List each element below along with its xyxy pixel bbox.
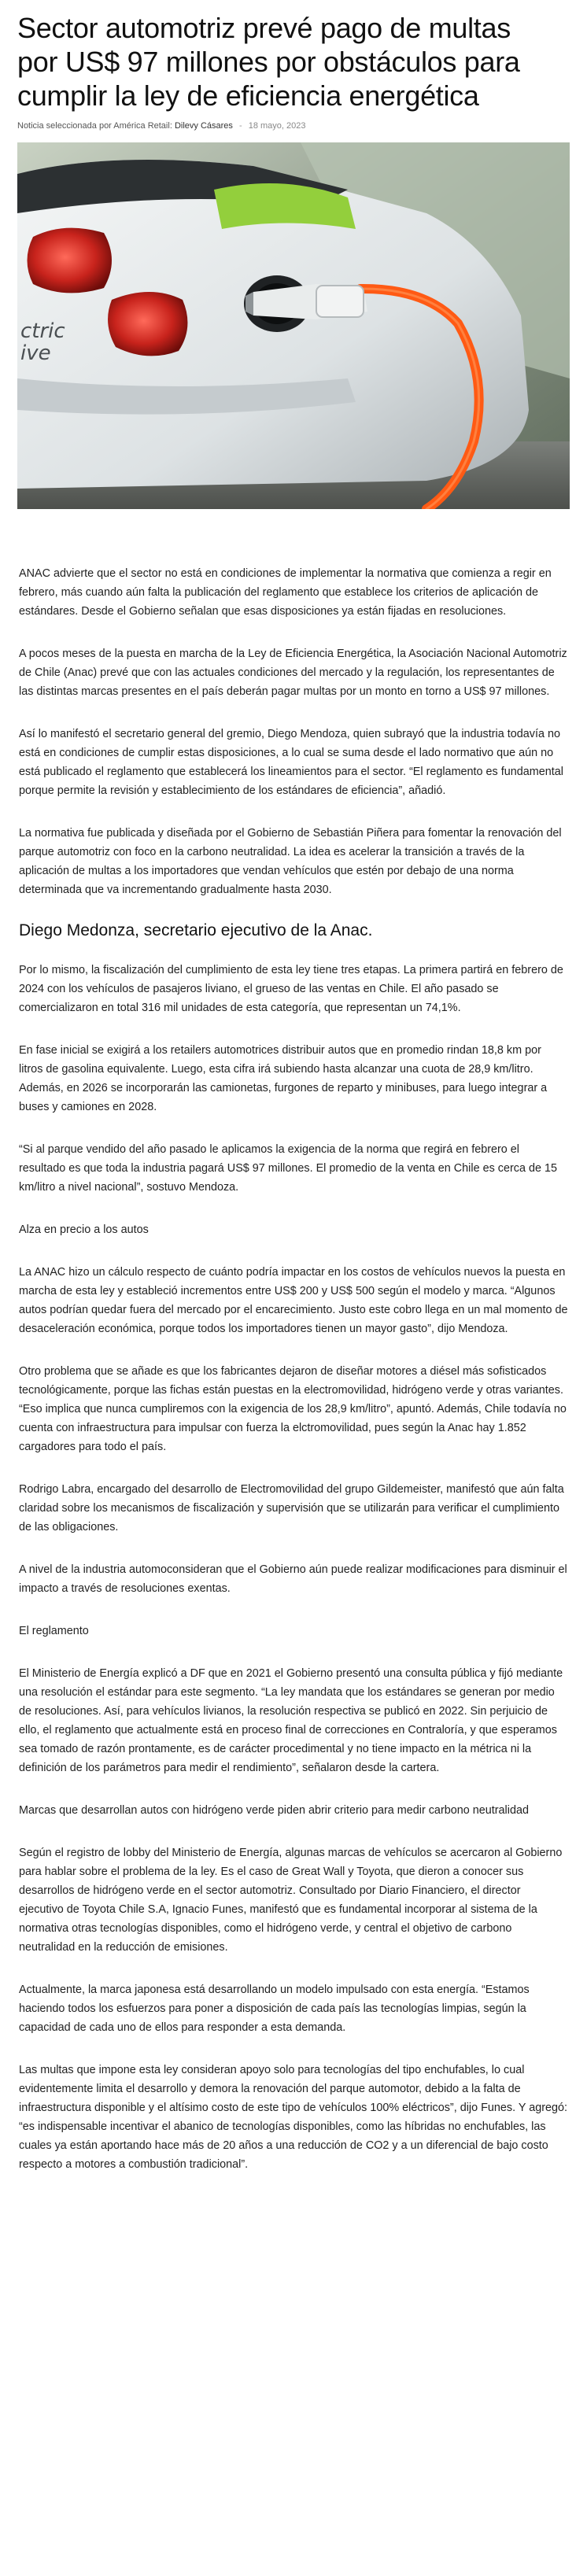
paragraph: Rodrigo Labra, encargado del desarrollo de Electromovilidad del grupo Gildemeister, manifestó que aún falta claridad sobre los mecanismos de fiscalización y supervisión que se utilizarán para verificar el cumplimiento de las obligaciones. xyxy=(19,1483,564,1533)
byline xyxy=(17,120,570,131)
section-label: Marcas que desarrollan autos con hidrógeno verde piden abrir criterio para medir carbono neutralidad xyxy=(19,1804,529,1817)
ev-charging-photo xyxy=(17,142,570,509)
paragraph: El Ministerio de Energía explicó a DF que en 2021 el Gobierno presentó una consulta pública y fijó mediante una resolución el estándar para este segmento. “La ley mandata que los estándares se generan por medio de resoluciones. Así, para vehículos livianos, la resolución respectiva se publicó en 2022. Sin perjuicio de ello, el reglamento que actualmente está en proceso final de correcciones en Contraloría, y que esperamos sea tomado de razón prontamente, es de carácter procedimental y no tiene impacto en la métrica ni la definición de los parámetros para medir el rendimiento”, señalaron desde la cartera. xyxy=(19,1667,563,1774)
paragraph: ANAC advierte que el sector no está en condiciones de implementar la normativa que comienza a regir en febrero, más cuando aún falta la publicación del reglamento que establece los criterios de aplicación de estándares. Desde el Gobierno señalan que esas disposiciones ya están fijadas en resoluciones. xyxy=(19,567,552,618)
paragraph: Las multas que impone esta ley consideran apoyo solo para tecnologías del tipo enchufables, lo cual evidentemente limita el desarrollo y demora la renovación del parque automotor, debido a la falta de infraestructura disponible y el altísimo costo de este tipo de vehículos 100% eléctricos”, dijo Funes. Y agregó: “es indispensable incentivar el abanico de tecnologías disponibles, como las híbridas no enchufables, las cuales ya están aportando hace más de 20 años a una reducción de CO2 y a un diferencial de bajo costo respecto a motores a combustión tradicional”. xyxy=(19,2064,567,2171)
byline-prefix: Noticia seleccionada por América Retail: xyxy=(17,121,172,131)
paragraph: En fase inicial se exigirá a los retailers automotrices distribuir autos que en promedio rindan 18,8 km por litros de gasolina equivalente. Luego, esta cifra irá subiendo hasta alcanzar una cuota de 28,9 km/litro. Además, en 2026 se incorporarán las camionetas, furgones de reparto y minibuses, para luego integrar a buses y camiones en 2028. xyxy=(19,1044,548,1113)
article-page xyxy=(17,0,570,2174)
paragraph: Así lo manifestó el secretario general del gremio, Diego Mendoza, quien subrayó que la industria todavía no está en condiciones de cumplir estas disposiciones, a lo cual se suma desde el lado normativo que aún no está publicado el reglamento que establecerá los lineamientos para el sector. “El reglamento es fundamental porque permite la revisión y establecimiento de los estándares de eficiencia”, añadió. xyxy=(19,728,563,797)
paragraph: La normativa fue publicada y diseñada por el Gobierno de Sebastián Piñera para fomentar la renovación del parque automotriz con foco en la carbono neutralidad. La idea es acelerar la transición a través de la aplicación de multas a los importadores que vendan vehículos que estén por debajo de una norma determinada que va incrementando gradualmente hasta 2030. xyxy=(19,827,562,896)
section-label: El reglamento xyxy=(19,1625,89,1637)
paragraph: Actualmente, la marca japonesa está desarrollando un modelo impulsado con esta energía. “Estamos haciendo todos los esfuerzos para poner a disposición de cada país las tecnologías limpias, según la capacidad de cada uno de ellos para responder a esta demanda. xyxy=(19,1984,530,2034)
article-title: Sector automotriz prevé pago de multas por US$ 97 millones por obstáculos para cumplir la ley de eficiencia energética xyxy=(17,12,520,112)
paragraph: “Si al parque vendido del año pasado le aplicamos la exigencia de la norma que regirá en febrero el resultado es que toda la industria pagará US$ 97 millones. El promedio de la venta en Chile es cerca de 15 km/litro a nivel nacional”, sostuvo Mendoza. xyxy=(19,1143,557,1194)
byline-separator: - xyxy=(238,121,242,131)
svg-text:ctric: ctric xyxy=(20,319,65,343)
hero-image xyxy=(17,142,570,509)
author-link[interactable]: Dilevy Cásares xyxy=(174,121,233,131)
paragraph: Otro problema que se añade es que los fabricantes dejaron de diseñar motores a diésel más sofisticados tecnológicamente, porque las fichas están puestas en la electromovilidad, hidrógeno verde y otras variantes. “Eso implica que nunca cumpliremos con la exigencia de los 28,9 km/litro”, apuntó. Además, Chile todavía no cuenta con infraestructura para impulsar con fuerza la elctromovilidad, pues según la Anac hay 1.852 cargadores para todo el país. xyxy=(19,1365,567,1453)
article-body xyxy=(17,564,570,2174)
paragraph: A nivel de la industria automoconsideran que el Gobierno aún puede realizar modificaciones para disminuir el impacto a través de resoluciones exentas. xyxy=(19,1563,567,1595)
subheading: Diego Medonza, secretario ejecutivo de la Anac. xyxy=(19,921,373,939)
paragraph: Según el registro de lobby del Ministerio de Energía, algunas marcas de vehículos se acercaron al Gobierno para hablar sobre el problema de la ley. Es el caso de Great Wall y Toyota, que dieron a conocer sus desarrollos de hidrógeno verde en el sector automotriz. Consultado por Diario Financiero, el director ejecutivo de Toyota Chile S.A, Ignacio Funes, manifestó que es fundamental incorporar al sistema de la normativa otras tecnologías disponibles, como el hidrógeno verde, y central el objetivo de carbono neutralidad en la reducción de emisiones. xyxy=(19,1847,563,1954)
paragraph: A pocos meses de la puesta en marcha de la Ley de Eficiencia Energética, la Asociación Nacional Automotriz de Chile (Anac) prevé que con las actuales condiciones del mercado y la regulación, los representantes de las distintas marcas presentes en el país deberán pagar multas por un monto en torno a US$ 97 millones. xyxy=(19,648,567,698)
section-label: Alza en precio a los autos xyxy=(19,1223,149,1236)
paragraph: La ANAC hizo un cálculo respecto de cuánto podría impactar en los costos de vehículos nuevos la puesta en marcha de esta ley y estableció incrementos entre US$ 200 y US$ 500 según el modelo y marca. “Algunos autos podrían quedar fuera del mercado por el encarecimiento. Justo este cobro llega en un mal momento de desaceleración económica, porque todos los importadores tienen un mayor gasto”, dijo Mendoza. xyxy=(19,1266,568,1335)
svg-text:ive: ive xyxy=(20,341,51,365)
publish-date: 18 mayo, 2023 xyxy=(248,121,306,131)
paragraph: Por lo mismo, la fiscalización del cumplimiento de esta ley tiene tres etapas. La primera partirá en febrero de 2024 con los vehículos de pasajeros liviano, el grueso de las ventas en Chile. El año pasado se comercializaron en total 316 mil unidades de esta categoría, que representan un 74,1%. xyxy=(19,964,563,1014)
